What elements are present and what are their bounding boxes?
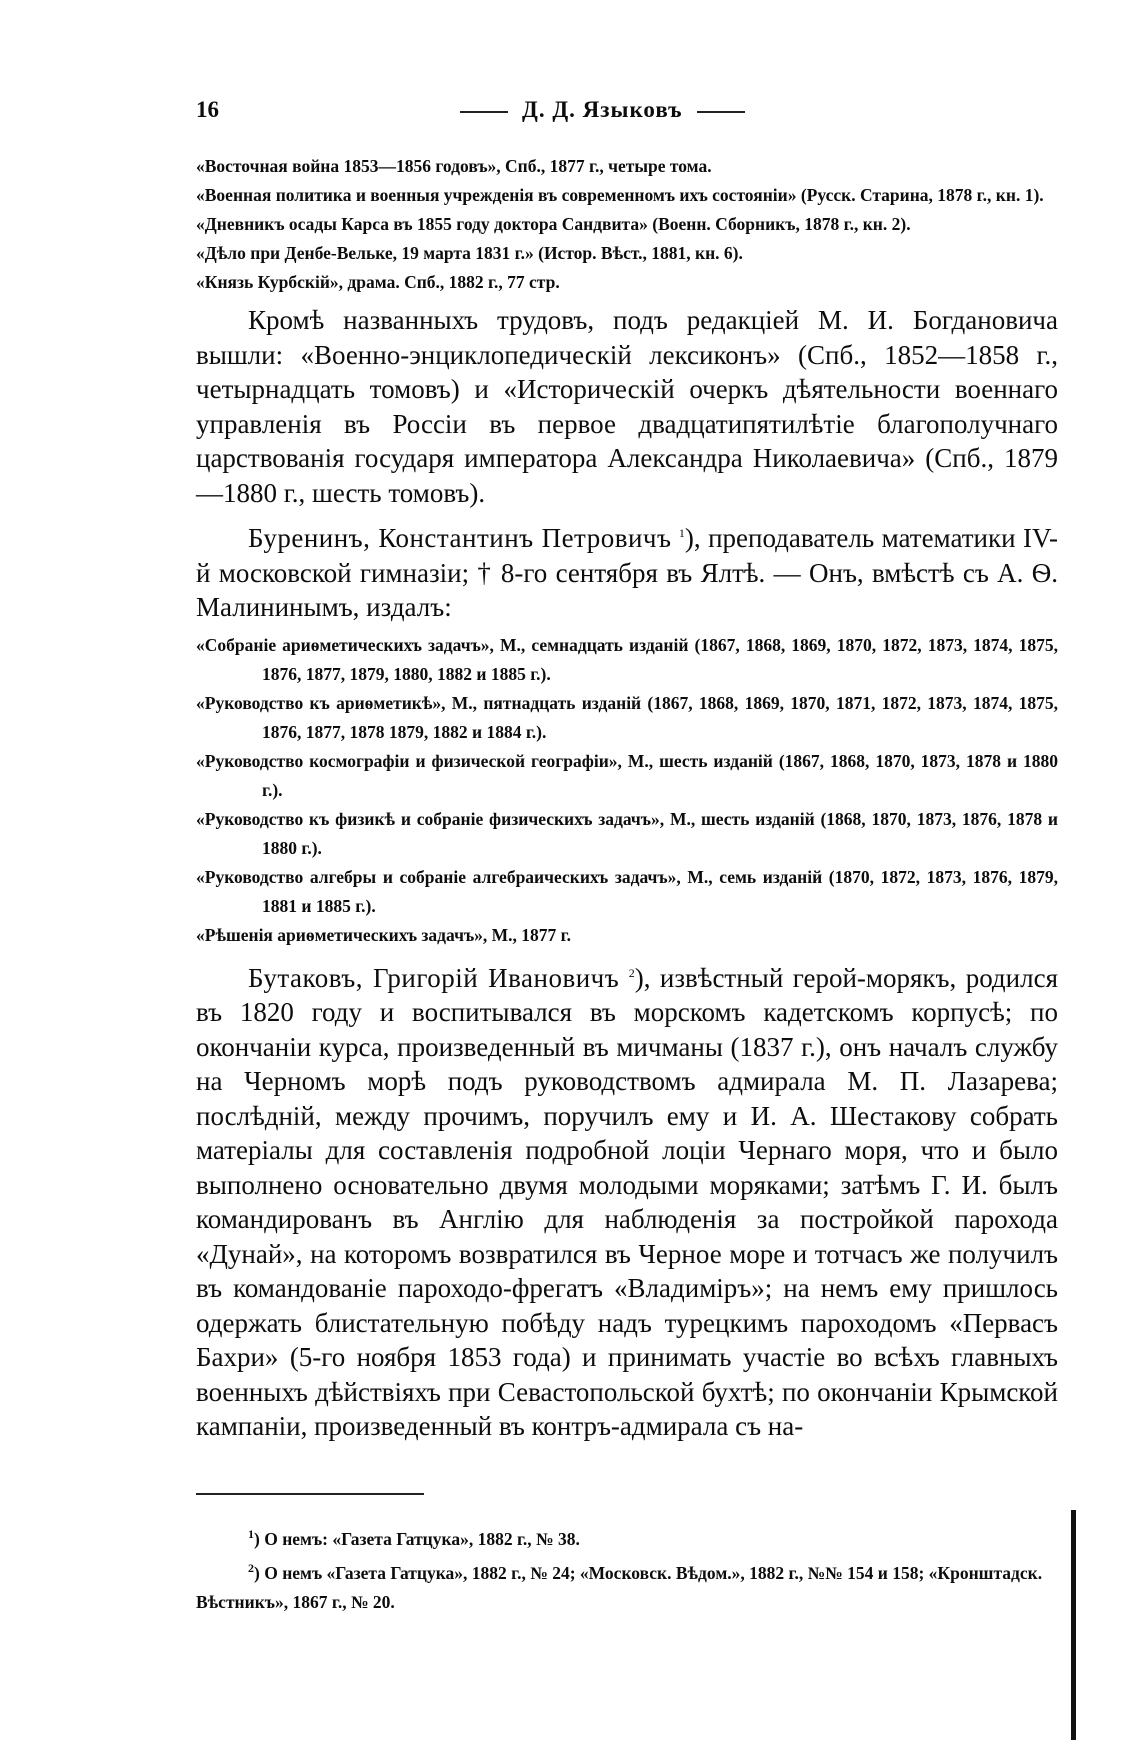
entry-text: ), извѣстный герой-морякъ, родился въ 1820 году и воспитывался въ морскомъ кадетскомъ корпусѣ; по окончаніи курса, произведенный въ мичманы (1837 г.), онъ началъ службу на Черномъ морѣ подъ руководствомъ адмирала М. П. Лазарева; послѣдній, между прочимъ, поручилъ ему и И. А. Шестакову собрать матеріалы для составленія подробной лоціи Чернаго моря, что и было выполнено основательно двумя молодыми моряками; затѣмъ Г. И. былъ командированъ въ Англію для наблюденія за постройкой парохода «Дунай», на которомъ возвратился въ Черное море и тотчасъ же получилъ въ командованіе пароходо-фрегатъ «Владиміръ»; на немъ ему пришлось одержать блистательную побѣду надъ турецкимъ пароходомъ «Первасъ Бахри» (5-го ноября 1853 года) и принимать участіе во всѣхъ главныхъ военныхъ дѣйствіяхъ при Севастопольской бухтѣ; по окончаніи Крымской кампаніи, произведенный въ контръ-адмирала съ на- [196,962,1058,1441]
paragraph-butakov [196,956,1058,1444]
footnote-mark: 2 [248,1560,254,1575]
list-item: «Князь Курбскій», драма. Спб., 1882 г., 77 стр. [196,272,560,292]
list-item: «Руководство къ ариѳметикѣ», М., пятнадцать изданій (1867, 1868, 1869, 1870, 1871, 1872, 1873, 1874, 1875, 1876, 1877, 1878 1879, 1882 и 1884 г.). [196,692,1058,742]
list-item: «Военная политика и военныя учрежденія въ современномъ ихъ состояніи» (Русск. Старина, 1878 г., кн. 1). [196,185,1044,205]
list-item: «Восточная война 1853—1856 годовъ», Спб., 1877 г., четыре тома. [196,156,712,176]
page-number: 16 [196,97,219,122]
entry-text: ), преподаватель математики IV-й московской гимназіи; † 8-го сентября въ Ялтѣ. — Онъ, вмѣстѣ съ А. Ѳ. Малининымъ, издалъ: [196,523,1059,622]
footnote-mark: 2 [628,965,635,980]
footnote-2 [196,1554,1058,1617]
entry-name: Буренинъ, Константинъ Петровичъ [248,523,672,553]
footnotes [196,1520,1058,1617]
list-item: «Дѣло при Денбе-Вельке, 19 марта 1831 г.» (Истор. Вѣст., 1881, кн. 6). [196,243,743,263]
list-item: «Руководство алгебры и собраніе алгебраическихъ задачъ», М., семь изданій (1870, 1872, 1873, 1876, 1879, 1881 и 1885 г.). [196,866,1058,916]
list-item: «Собраніе ариѳметическихъ задачъ», М., семнадцать изданій (1867, 1868, 1869, 1870, 1872, 1873, 1874, 1875, 1876, 1877, 1879, 1880, 1882 и 1885 г.). [196,634,1058,684]
paragraph-burenin [196,516,1058,625]
page-header [196,97,916,137]
footnote-mark: 1 [248,1527,254,1541]
running-title [446,97,759,123]
list-item: «Руководство космографіи и физической географіи», М., шесть изданій (1867, 1868, 1870, 1873, 1878 и 1880 г.). [196,750,1058,800]
list-item: «Рѣшенія ариѳметическихъ задачъ», М., 1877 г. [196,924,572,945]
page-body [196,152,1058,1450]
footnote-text: ) О немъ «Газета Гатцука», 1882 г., № 24; «Московск. Вѣдом.», 1882 г., №№ 154 и 158; «Кронштадск. Вѣстникъ», 1867 г., № 20. [196,1562,1043,1612]
bibliography-list-mid [196,631,1058,950]
entry-name: Бутаковъ, Григорій Ивановичъ [248,962,620,993]
dash-right [697,111,745,113]
dash-left [460,111,508,113]
list-item: «Руководство къ физикѣ и собраніе физическихъ задачъ», М., шесть изданій (1868, 1870, 1873, 1876, 1878 и 1880 г.). [196,808,1058,858]
footnote-mark: 1 [678,526,685,540]
footnote-1 [196,1520,1058,1554]
footnote-rule [196,1493,424,1495]
footnote-text: ) О немъ: «Газета Гатцука», 1882 г., № 38. [254,1528,580,1549]
running-title-text: Д. Д. Языковъ [522,97,683,122]
paragraph-bogdanovich: Кромѣ названныхъ трудовъ, подъ редакціей М. И. Богдановича вышли: «Военно-энциклопедическій лексиконъ» (Спб., 1852—1858 г., четырнадцать томовъ) и «Историческій очеркъ дѣятельности военнаго управленія въ Россіи въ первое двадцатипятилѣтіе благополучнаго царствованія государя императора Александра Николаевича» (Спб., 1879—1880 г., шесть томовъ). [196,305,1058,508]
bibliography-list-top [196,152,1058,297]
list-item: «Дневникъ осады Карса въ 1855 году доктора Сандвита» (Военн. Сборникъ, 1878 г., кн. 2). [196,214,911,234]
page-edge-mark [1071,1510,1076,1740]
